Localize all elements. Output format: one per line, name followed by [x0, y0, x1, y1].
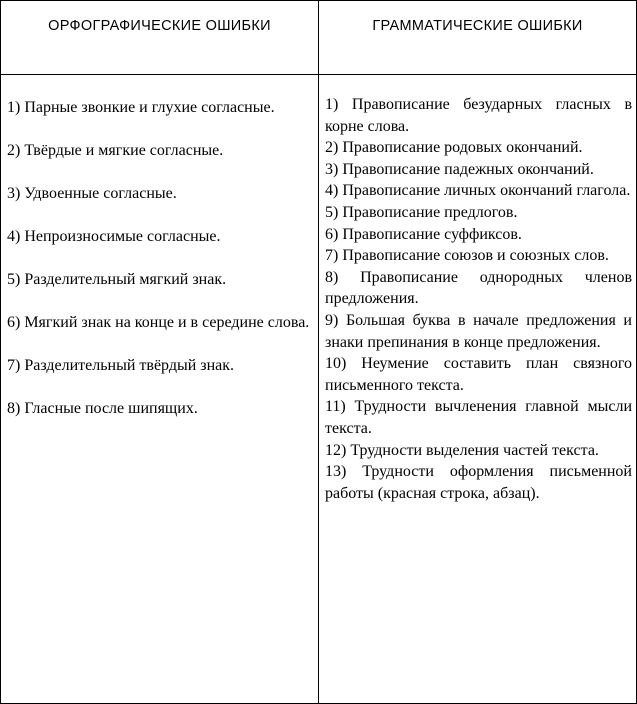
list-item: 12) Трудности выделения частей текста.: [325, 441, 599, 459]
list-item: 6) Мягкий знак на конце и в середине слова.: [7, 314, 310, 331]
list-item: 2) Твёрдые и мягкие согласные.: [7, 142, 224, 159]
list-item: 4) Правописание личных окончаний глагола.: [325, 182, 631, 200]
list-item: 7) Правописание союзов и союзных слов.: [325, 247, 609, 265]
list-item: 9) Большая буква в начале предложения и знаки препинания в конце предложения.: [325, 311, 632, 351]
list-item: 8) Правописание однородных членов предложения.: [325, 268, 632, 308]
spelling-errors-column: [7, 76, 313, 441]
list-item: 2) Правописание родовых окончаний.: [325, 139, 583, 157]
list-item: 7) Разделительный твёрдый знак.: [7, 357, 235, 374]
list-item: 8) Гласные после шипящих.: [7, 400, 198, 417]
list-item: 5) Разделительный мягкий знак.: [7, 271, 227, 288]
list-item: 1) Парные звонкие и глухие согласные.: [7, 99, 275, 116]
list-item: 3) Удвоенные согласные.: [7, 185, 177, 202]
list-item: 1) Правописание безударных гласных в корне слова.: [325, 96, 632, 135]
list-item: 3) Правописание падежных окончаний.: [325, 160, 594, 178]
list-item: 6) Правописание суффиксов.: [325, 225, 522, 243]
list-item: 5) Правописание предлогов.: [325, 203, 518, 221]
list-item: 11) Трудности вычленения главной мысли текста.: [325, 398, 632, 437]
header-spelling-errors: ОРФОГРАФИЧЕСКИЕ ОШИБКИ: [48, 18, 271, 34]
grammar-errors-column: [325, 76, 632, 504]
list-item: 13) Трудности оформления письменной работы (красная строка, абзац).: [325, 463, 632, 502]
list-item: 4) Непроизносимые согласные.: [7, 228, 221, 245]
list-item: 10) Неумение составить план связного письменного текста.: [325, 355, 632, 394]
header-grammar-errors: ГРАММАТИЧЕСКИЕ ОШИБКИ: [372, 18, 583, 34]
column-divider: [318, 1, 319, 703]
